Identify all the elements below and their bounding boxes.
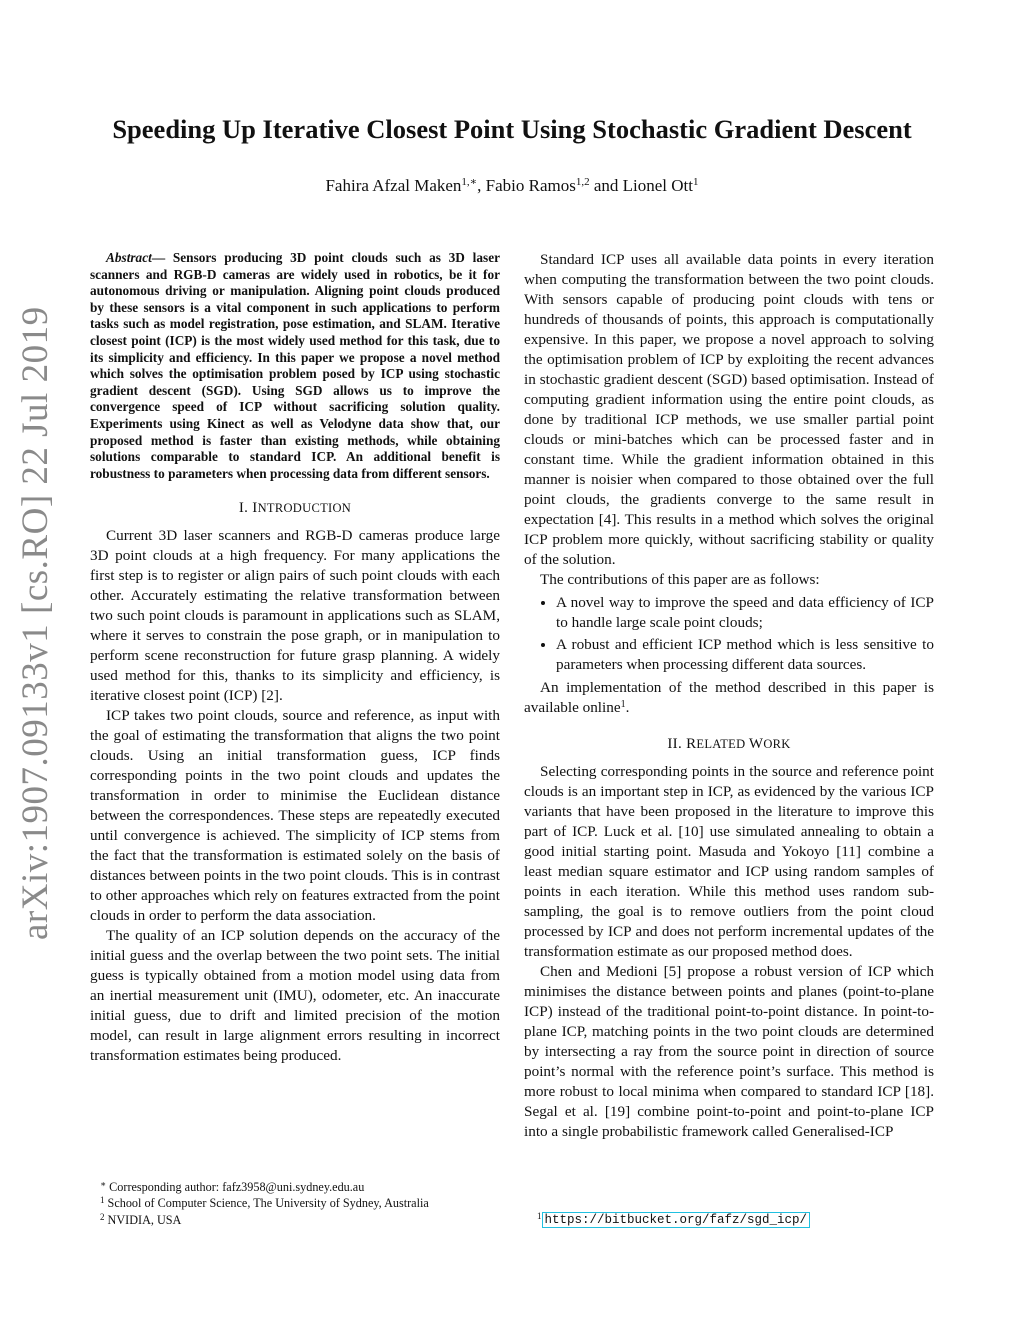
author-separator: and	[589, 176, 623, 195]
footnote-text: Corresponding author: fafz3958@uni.sydney.edu.au	[106, 1180, 365, 1194]
code-repository-link[interactable]: https://bitbucket.org/fafz/sgd_icp/	[542, 1212, 811, 1228]
section-numeral: II.	[667, 736, 687, 752]
abstract	[90, 250, 500, 482]
section-numeral: I.	[238, 500, 253, 517]
footnote-text: NVIDIA, USA	[104, 1212, 182, 1227]
abstract-label: Abstract	[106, 250, 152, 265]
author-separator: ,	[477, 176, 486, 195]
section-heading-related-work	[524, 734, 934, 754]
paper-title: Speeding Up Iterative Closest Point Using Stochastic Gradient Descent	[112, 114, 912, 144]
footnote-mark: ∗	[100, 1179, 107, 1189]
section-heading-rest: NTRODUCTION	[257, 501, 352, 516]
implementation-text-end: .	[625, 699, 630, 716]
intro-paragraph: ICP takes two point clouds, source and reference, as input with the goal of estimating the transformation that aligns the two point clouds. Using an initial transformation guess, ICP finds corresponding points in the two point clouds and updates the transformation in order to minimise the Euclidean distance between the correspondences. These steps are repeatedly executed until convergence is achieved. The simplicity of ICP stems from the fact that the transformation is estimated solely on the basis of distances between points in the two point clouds. This is in contrast to other approaches which rely on features extracted from the point clouds in order to perform the data association.	[90, 707, 500, 925]
author-1: Fahira Afzal Maken	[325, 176, 462, 195]
footnote-mark: 1	[100, 1195, 105, 1206]
section-heading-initial: I	[252, 500, 258, 517]
left-column	[90, 250, 500, 1066]
contributions-intro: The contributions of this paper are as follows:	[540, 571, 820, 588]
abstract-text: Sensors producing 3D point clouds such as 3D laser scanners and RGB-D cameras are widely used in robotics, be it for autonomous driving or manipulation. Aligning point clouds produced by these sensors is a vital component in such applications to perform tasks such as model registration, pose estimation, and SLAM. Iterative closest point (ICP) is the most widely used method for this task, due to its simplicity and efficiency. In this paper we propose a novel method which solves the optimisation problem posed by ICP using stochastic gradient descent (SGD). Using SGD allows us to improve the convergence speed of ICP without sacrificing solution quality. Experiments using Kinect as well as Velodyne data show that, our proposed method is faster than existing methods, while obtaining solutions comparable to standard ICP. An additional benefit is robustness to parameters when processing data from different sensors.	[90, 250, 500, 481]
intro-paragraph: The quality of an ICP solution depends on the accuracy of the initial guess and the overlap between the two point sets. The initial guess is typically obtained from a motion model using data from an inertial measurement unit (IMU), odometer, etc. An inaccurate initial guess, due to drift and limited precision of the motion model, can result in large alignment errors resulting in incorrect transformation estimates being produced.	[90, 927, 500, 1065]
author-3: Lionel Ott	[622, 176, 694, 195]
footnote-corresponding-author	[100, 1179, 510, 1195]
footnote-url	[537, 1212, 810, 1227]
footnote-affiliation-2	[100, 1212, 510, 1228]
related-work-paragraph: Chen and Medioni [5] propose a robust version of ICP which minimises the distance between points and planes (point-to-plane ICP) instead of the traditional point-to-point distance. In point-to-plane ICP, matching points in the two point clouds are determined by intersecting a ray from the source point in direction of source point’s normal with the reference point’s surface. This method is more robust to local minima when compared to standard ICP [18]. Segal et al. [19] combine point-to-point and point-to-plane ICP into a single probabilistic framework called Generalised-ICP	[524, 963, 934, 1140]
contribution-item: • A novel way to improve the speed and data efficiency of ICP to handle large scale point clouds;	[556, 593, 934, 633]
footnote-mark: 1	[537, 1211, 542, 1221]
footnotes-left	[100, 1179, 510, 1228]
abstract-dash: —	[151, 250, 173, 265]
author-list	[0, 176, 1024, 196]
author-2-affiliation: 1,2	[575, 176, 590, 188]
contributions-list	[524, 593, 934, 675]
implementation-text: An implementation of the method described in this paper is available online	[524, 679, 934, 716]
section-heading-introduction	[90, 498, 500, 518]
footnote-affiliation-1	[100, 1195, 510, 1211]
section-heading-initial: W	[748, 736, 764, 752]
author-1-affiliation: 1,∗	[461, 176, 478, 188]
section-heading-rest: ELATED	[696, 737, 749, 751]
right-column	[524, 250, 934, 1142]
section-heading-rest: ORK	[763, 737, 791, 751]
arxiv-identifier-stamp: arXiv:1907.09133v1 [cs.RO] 22 Jul 2019	[15, 306, 56, 940]
section-heading-initial: R	[686, 736, 697, 752]
author-2: Fabio Ramos	[485, 176, 576, 195]
intro-paragraph: Standard ICP uses all available data points in every iteration when computing the transformation between the two point clouds. With sensors capable of producing point clouds with tens or hundreds of thousands of points, this approach is computationally expensive. In this paper, we propose a novel approach to solving the optimisation problem of ICP by exploiting the recent advances in stochastic gradient descent (SGD) based optimisation. Instead of computing gradient information using the entire point clouds, as done by traditional ICP methods, we use smaller partial point clouds or mini-batches which can be processed faster and in constant time. While the gradient information obtained in this manner is noisier when compared to those obtained over the full point clouds, the gradients converge to the same result in expectation [4]. This results in a method which solves the original ICP problem more quickly, without sacrificing stability or quality of the solution.	[524, 251, 934, 568]
intro-paragraph: Current 3D laser scanners and RGB-D cameras produce large 3D point clouds at a high frequency. For many applications the first step is to register or align pairs of such point clouds with each other. Accurately estimating the relative transformation between two such point clouds is paramount in applications such as SLAM, where it serves to constrain the pose graph, or in manipulation to perform scene reconstruction for future grasp planning. A widely used method for this, thanks to its simplicity and efficiency, is iterative closest point (ICP) [2].	[90, 527, 500, 705]
footnote-text: School of Computer Science, The University of Sydney, Australia	[104, 1196, 429, 1211]
footnote-reference-link[interactable]: 1	[620, 699, 626, 710]
related-work-paragraph: Selecting corresponding points in the source and reference point clouds is an important step in ICP, as evidenced by the various ICP variants that have been proposed in the literature to improve this part of ICP. Luck et al. [10] use simulated annealing to obtain a good initial starting point. Masuda and Yokoyo [11] combine a least median square estimator and ICP using random samples of points in each iteration. While this method uses random sub-sampling, the goal is to remove outliers from the point cloud processed by ICP and does not perform incremental updates of the transformation estimate as our proposed method does.	[524, 763, 934, 960]
contribution-item: • A robust and efficient ICP method which is less sensitive to parameters when processing different data sources.	[556, 635, 934, 675]
author-3-affiliation: 1	[693, 176, 699, 188]
implementation-paragraph	[524, 678, 934, 718]
footnote-mark: 2	[100, 1211, 105, 1222]
